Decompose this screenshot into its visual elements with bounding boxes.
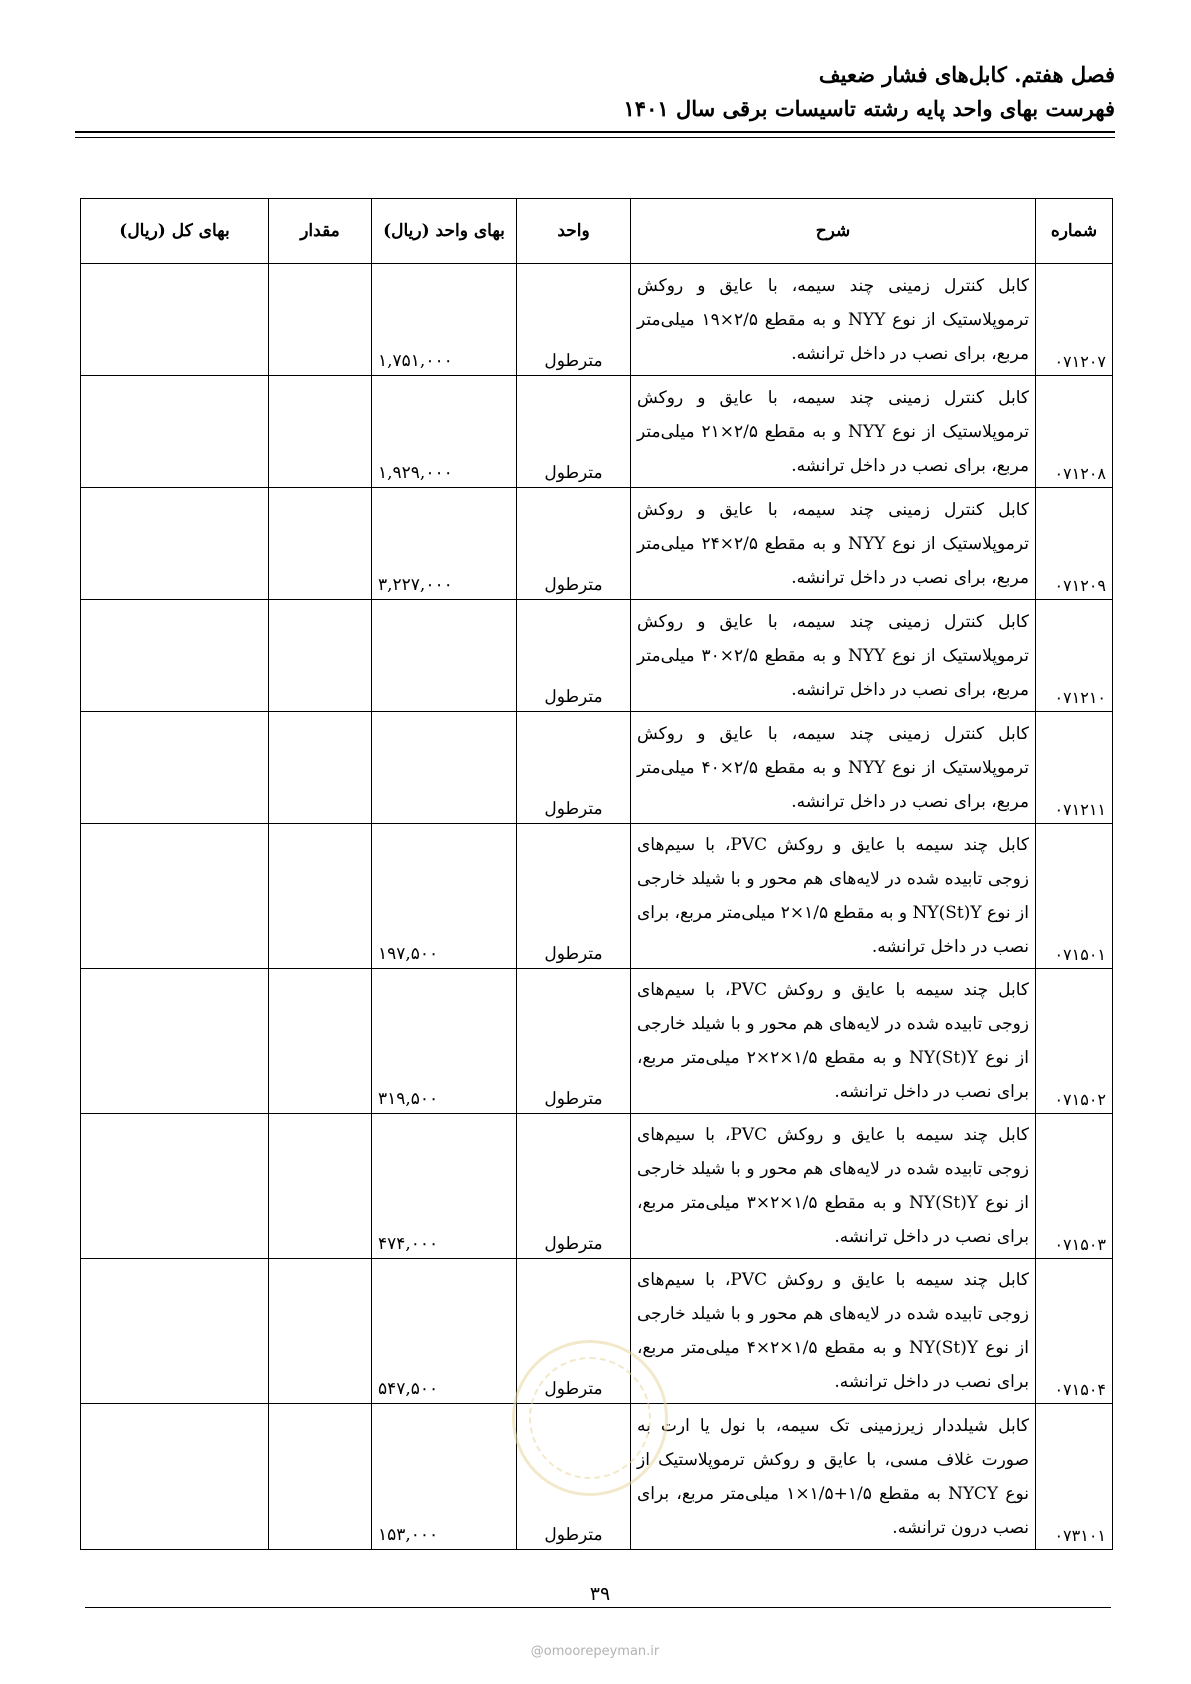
item-quantity[interactable] — [269, 969, 372, 1114]
item-quantity[interactable] — [269, 600, 372, 712]
table-row — [81, 376, 1113, 488]
item-unit: مترطول — [517, 376, 631, 488]
table-row — [81, 600, 1113, 712]
item-description: کابل کنترل زمینی چند سیمه، با عایق و روکش ترموپلاستیک از نوع NYY و به مقطع ۲/۵×۴۰ میلی‌متر مربع، برای نصب در داخل ترانشه. — [631, 712, 1036, 824]
page-number: ۳۹ — [589, 1583, 611, 1605]
item-total-price[interactable] — [81, 600, 269, 712]
chapter-title: فصل هفتم. کابل‌های فشار ضعیف — [818, 62, 1115, 87]
item-quantity[interactable] — [269, 1404, 372, 1550]
item-description: کابل کنترل زمینی چند سیمه، با عایق و روکش ترموپلاستیک از نوع NYY و به مقطع ۲/۵×۲۴ میلی‌متر مربع، برای نصب در داخل ترانشه. — [631, 488, 1036, 600]
item-total-price[interactable] — [81, 1404, 269, 1550]
header-rule-thin — [75, 137, 1115, 138]
item-unit: مترطول — [517, 488, 631, 600]
item-unit: مترطول — [517, 969, 631, 1114]
item-unit: مترطول — [517, 1259, 631, 1404]
table-header-row — [81, 199, 1113, 264]
item-unit-price: ۵۴۷,۵۰۰ — [372, 1259, 517, 1404]
item-total-price[interactable] — [81, 1259, 269, 1404]
item-code: ۰۷۳۱۰۱ — [1036, 1404, 1113, 1550]
item-code: ۰۷۱۲۰۷ — [1036, 264, 1113, 376]
table-row — [81, 824, 1113, 969]
item-unit: مترطول — [517, 712, 631, 824]
footer-rule — [85, 1607, 1111, 1608]
item-total-price[interactable] — [81, 1114, 269, 1259]
col-header-unit: واحد — [517, 199, 631, 264]
item-quantity[interactable] — [269, 712, 372, 824]
table-row — [81, 969, 1113, 1114]
item-code: ۰۷۱۲۱۰ — [1036, 600, 1113, 712]
item-code: ۰۷۱۵۰۲ — [1036, 969, 1113, 1114]
item-total-price[interactable] — [81, 824, 269, 969]
item-description: کابل شیلددار زیرزمینی تک سیمه، با نول یا ارت به صورت غلاف مسی، با عایق و روکش ترموپلاستیک از نوع NYCY به مقطع ۱/۵+۱/۵×۱ میلی‌متر مربع، برای نصب درون ترانشه. — [631, 1404, 1036, 1550]
col-header-total-price: بهای کل (ریال) — [81, 199, 269, 264]
item-description: کابل چند سیمه با عایق و روکش PVC، با سیم‌های زوجی تابیده شده در لایه‌های هم محور و با شیلد خارجی از نوع NY(St)Y و به مقطع ۱/۵×۲×۲ میلی‌متر مربع، برای نصب در داخل ترانشه. — [631, 969, 1036, 1114]
item-code: ۰۷۱۵۰۳ — [1036, 1114, 1113, 1259]
item-total-price[interactable] — [81, 488, 269, 600]
website-watermark: @omoorepeyman.ir — [530, 1644, 660, 1659]
item-unit: مترطول — [517, 1404, 631, 1550]
item-unit: مترطول — [517, 264, 631, 376]
item-code: ۰۷۱۵۰۱ — [1036, 824, 1113, 969]
item-code: ۰۷۱۲۰۹ — [1036, 488, 1113, 600]
item-description: کابل چند سیمه با عایق و روکش PVC، با سیم‌های زوجی تابیده شده در لایه‌های هم محور و با شیلد خارجی از نوع NY(St)Y و به مقطع ۱/۵×۲×۳ میلی‌متر مربع، برای نصب در داخل ترانشه. — [631, 1114, 1036, 1259]
table-row — [81, 712, 1113, 824]
item-code: ۰۷۱۵۰۴ — [1036, 1259, 1113, 1404]
item-unit-price: ۱,۷۵۱,۰۰۰ — [372, 264, 517, 376]
item-unit-price: ۳,۲۲۷,۰۰۰ — [372, 488, 517, 600]
table-row — [81, 1114, 1113, 1259]
item-description: کابل چند سیمه با عایق و روکش PVC، با سیم‌های زوجی تابیده شده در لایه‌های هم محور و با شیلد خارجی از نوع NY(St)Y و به مقطع ۱/۵×۲×۴ میلی‌متر مربع، برای نصب در داخل ترانشه. — [631, 1259, 1036, 1404]
page-header — [75, 58, 1115, 126]
item-unit-price: ۱۹۷,۵۰۰ — [372, 824, 517, 969]
item-quantity[interactable] — [269, 824, 372, 969]
item-unit-price: ۳۱۹,۵۰۰ — [372, 969, 517, 1114]
price-list-title: فهرست بهای واحد پایه رشته تاسیسات برقی سال ۱۴۰۱ — [623, 96, 1115, 121]
item-description: کابل چند سیمه با عایق و روکش PVC، با سیم‌های زوجی تابیده شده در لایه‌های هم محور و با شیلد خارجی از نوع NY(St)Y و به مقطع ۱/۵×۲ میلی‌متر مربع، برای نصب در داخل ترانشه. — [631, 824, 1036, 969]
item-total-price[interactable] — [81, 376, 269, 488]
col-header-quantity: مقدار — [269, 199, 372, 264]
item-code: ۰۷۱۲۱۱ — [1036, 712, 1113, 824]
item-unit-price: ۱۵۳,۰۰۰ — [372, 1404, 517, 1550]
item-quantity[interactable] — [269, 376, 372, 488]
item-description: کابل کنترل زمینی چند سیمه، با عایق و روکش ترموپلاستیک از نوع NYY و به مقطع ۲/۵×۱۹ میلی‌متر مربع، برای نصب در داخل ترانشه. — [631, 264, 1036, 376]
item-total-price[interactable] — [81, 264, 269, 376]
table-row — [81, 264, 1113, 376]
item-description: کابل کنترل زمینی چند سیمه، با عایق و روکش ترموپلاستیک از نوع NYY و به مقطع ۲/۵×۲۱ میلی‌متر مربع، برای نصب در داخل ترانشه. — [631, 376, 1036, 488]
item-unit-price: ۱,۹۲۹,۰۰۰ — [372, 376, 517, 488]
item-quantity[interactable] — [269, 488, 372, 600]
header-rule-thick — [75, 131, 1115, 133]
item-description: کابل کنترل زمینی چند سیمه، با عایق و روکش ترموپلاستیک از نوع NYY و به مقطع ۲/۵×۳۰ میلی‌متر مربع، برای نصب در داخل ترانشه. — [631, 600, 1036, 712]
item-unit: مترطول — [517, 1114, 631, 1259]
item-quantity[interactable] — [269, 1259, 372, 1404]
watermark-seal-icon — [512, 1340, 668, 1496]
item-unit: مترطول — [517, 824, 631, 969]
item-total-price[interactable] — [81, 712, 269, 824]
col-header-unit-price: بهای واحد (ریال) — [372, 199, 517, 264]
item-unit-price — [372, 712, 517, 824]
item-total-price[interactable] — [81, 969, 269, 1114]
col-header-description: شرح — [631, 199, 1036, 264]
item-quantity[interactable] — [269, 1114, 372, 1259]
item-unit-price: ۴۷۴,۰۰۰ — [372, 1114, 517, 1259]
item-unit-price — [372, 600, 517, 712]
item-unit: مترطول — [517, 600, 631, 712]
item-quantity[interactable] — [269, 264, 372, 376]
table-row — [81, 488, 1113, 600]
item-code: ۰۷۱۲۰۸ — [1036, 376, 1113, 488]
col-header-code: شماره — [1036, 199, 1113, 264]
